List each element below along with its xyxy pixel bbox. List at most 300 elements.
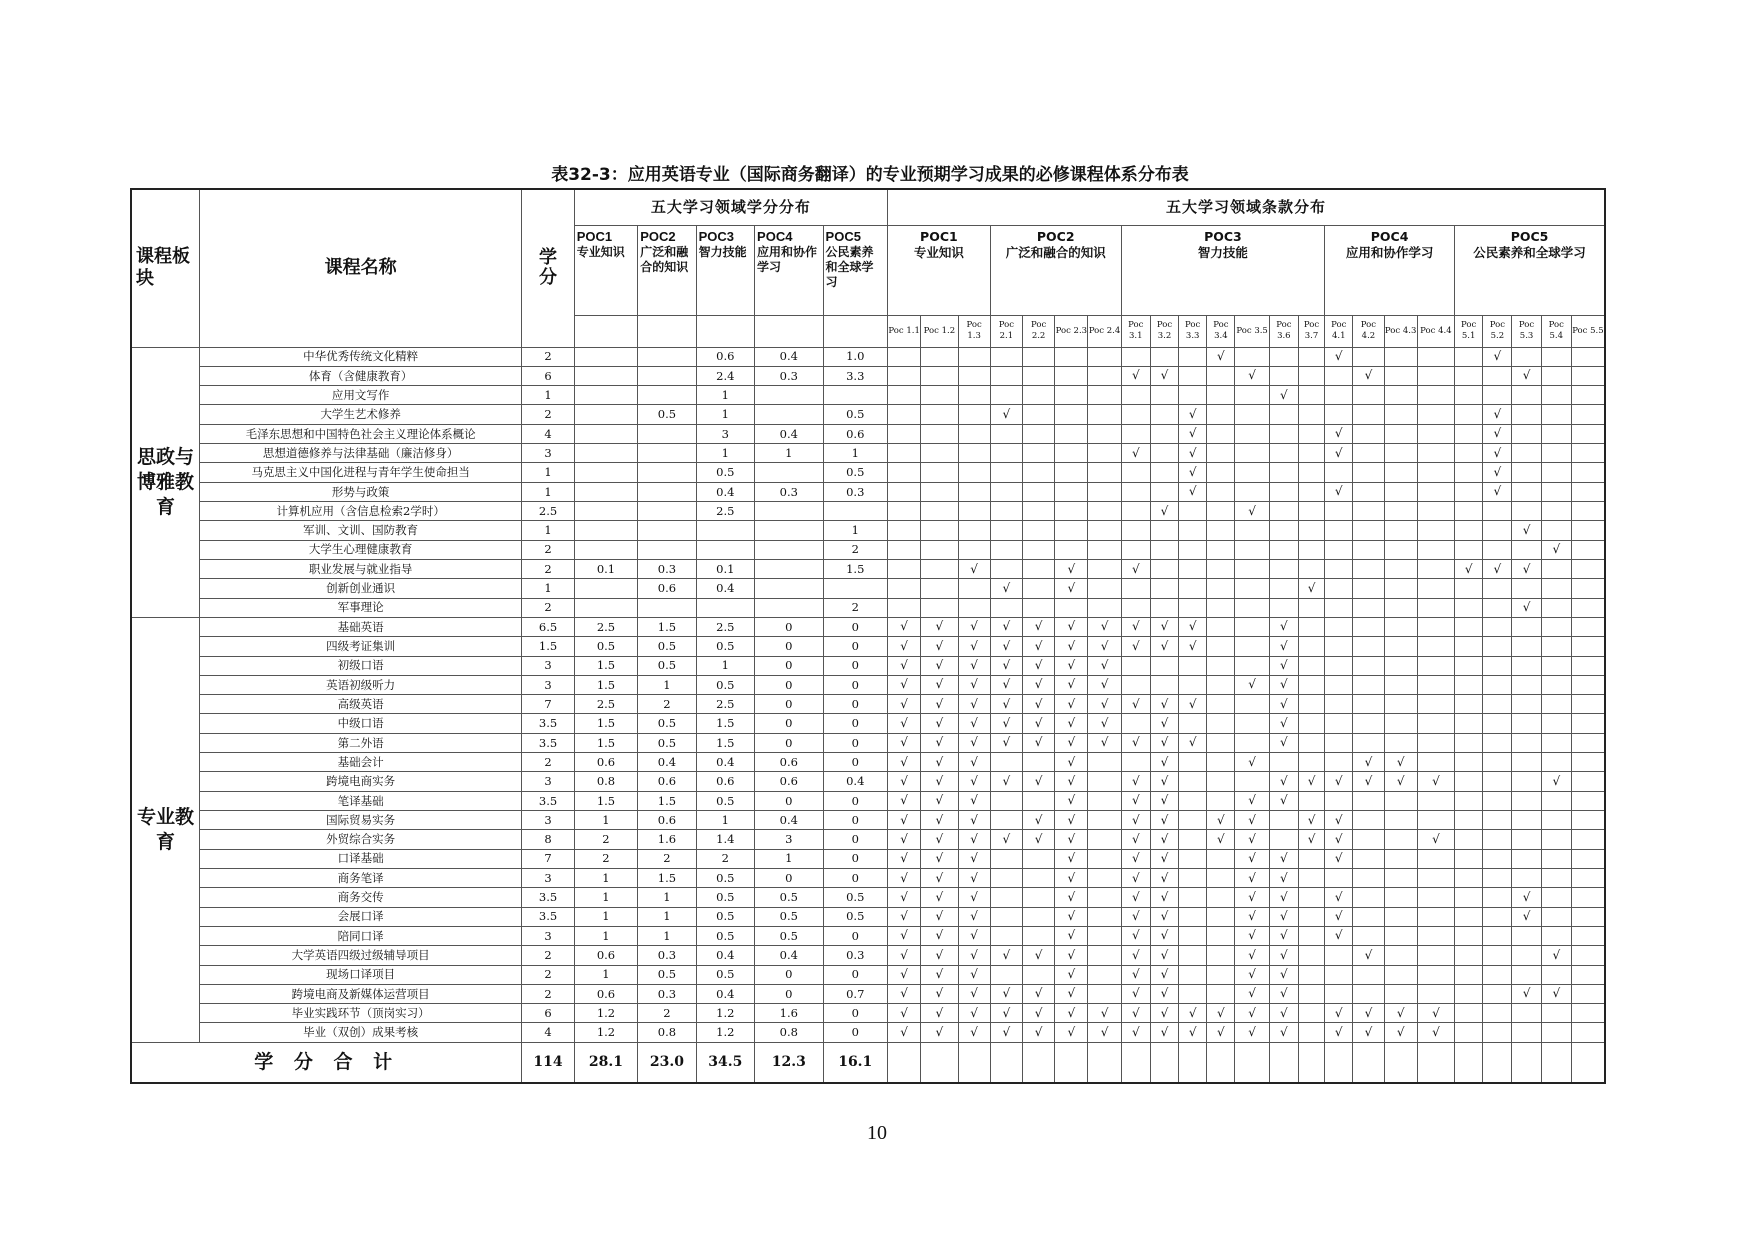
credit-dist-cell: [638, 347, 696, 366]
clause-cell-empty: [1325, 405, 1353, 424]
check-mark: √: [921, 656, 958, 675]
credit-dist-cell: 0.5: [823, 463, 887, 482]
clause-cell-empty: [1541, 444, 1571, 463]
check-mark: √: [1055, 868, 1088, 887]
clause-cell-empty: [1088, 540, 1121, 559]
course-name: 初级口语: [200, 656, 522, 675]
clause-cell-empty: [1298, 868, 1324, 887]
clause-cell-empty: [1088, 946, 1121, 965]
check-mark: √: [921, 733, 958, 752]
check-mark: √: [1121, 965, 1150, 984]
clause-cell-empty: [888, 521, 921, 540]
clause-cell-empty: [1235, 714, 1269, 733]
clause-cell-empty: [1417, 347, 1454, 366]
course-credit: 6.5: [522, 617, 574, 636]
check-mark: √: [1055, 559, 1088, 578]
clause-cell-empty: [1541, 598, 1571, 617]
clause-cell-empty: [1455, 656, 1483, 675]
check-mark: √: [1269, 965, 1298, 984]
credit-dist-cell: [638, 482, 696, 501]
credit-dist-cell: [755, 463, 824, 482]
credit-dist-cell: 1: [574, 907, 637, 926]
clause-cell-empty: [1353, 521, 1384, 540]
clause-cell-empty: [1417, 753, 1454, 772]
sub-code-header: Poc 4.3: [1384, 315, 1417, 347]
clause-cell-empty: [1417, 424, 1454, 443]
check-mark: √: [1353, 946, 1384, 965]
credit-dist-cell: 0.5: [823, 405, 887, 424]
clause-cell-empty: [1179, 830, 1207, 849]
clause-cell-empty: [1571, 868, 1605, 887]
clause-cell-empty: [1088, 579, 1121, 598]
clause-cell-empty: [921, 405, 958, 424]
credit-dist-cell: [574, 521, 637, 540]
check-mark: √: [1269, 907, 1298, 926]
clause-cell-empty: [1179, 366, 1207, 385]
credit-dist-cell: 3.3: [823, 366, 887, 385]
course-name: 笔译基础: [200, 791, 522, 810]
clause-cell-empty: [1235, 463, 1269, 482]
check-mark: √: [888, 1023, 921, 1042]
credit-dist-cell: 0: [823, 965, 887, 984]
clause-cell-empty: [1571, 675, 1605, 694]
course-name: 外贸综合实务: [200, 830, 522, 849]
credit-dist-cell: 1: [574, 888, 637, 907]
clause-cell-empty: [1512, 656, 1541, 675]
check-mark: √: [1353, 366, 1384, 385]
clause-cell-empty: [1483, 521, 1512, 540]
course-block-label: 专业教育: [131, 617, 200, 1042]
credit-dist-cell: 1.5: [823, 559, 887, 578]
course-block-label: 思政与博雅教育: [131, 347, 200, 617]
credit-dist-cell: 0.6: [755, 753, 824, 772]
check-mark: √: [921, 695, 958, 714]
clause-cell-empty: [1512, 791, 1541, 810]
clause-cell-empty: [1353, 733, 1384, 752]
check-mark: √: [1150, 772, 1178, 791]
clause-cell-empty: [1088, 830, 1121, 849]
check-mark: √: [1269, 791, 1298, 810]
clause-cell-empty: [1455, 405, 1483, 424]
credit-dist-cell: [638, 521, 696, 540]
clause-cell-empty: [1353, 868, 1384, 887]
course-name: 军事理论: [200, 598, 522, 617]
check-mark: √: [888, 946, 921, 965]
check-mark: √: [1483, 482, 1512, 501]
credit-dist-cell: 0: [823, 656, 887, 675]
credit-dist-cell: 0: [755, 617, 824, 636]
clause-cell-empty: [1571, 946, 1605, 965]
credit-dist-cell: 3: [696, 424, 754, 443]
clause-cell-empty: [958, 424, 990, 443]
poc-label: 广泛和融合的知识: [640, 244, 689, 274]
clause-cell-empty: [1541, 463, 1571, 482]
clause-cell-empty: [990, 502, 1022, 521]
check-mark: √: [1269, 868, 1298, 887]
clause-cell-empty: [1088, 598, 1121, 617]
check-mark: √: [958, 1023, 990, 1042]
clause-cell-empty: [1483, 965, 1512, 984]
check-mark: √: [1022, 695, 1054, 714]
clause-cell-empty: [1235, 444, 1269, 463]
clause-cell-empty: [1235, 386, 1269, 405]
check-mark: √: [958, 868, 990, 887]
clause-cell-empty: [1541, 424, 1571, 443]
table-title: 表32-3：应用英语专业（国际商务翻译）的专业预期学习成果的必修课程体系分布表: [551, 165, 1189, 185]
credit-dist-cell: 1: [638, 675, 696, 694]
clause-cell-empty: [1571, 849, 1605, 868]
clause-cell-empty: [1298, 463, 1324, 482]
check-mark: √: [1384, 1004, 1417, 1023]
check-mark: √: [958, 695, 990, 714]
clause-cell-empty: [1207, 444, 1235, 463]
clause-cell-empty: [1417, 617, 1454, 636]
clause-cell-empty: [1571, 405, 1605, 424]
course-name: 英语初级听力: [200, 675, 522, 694]
check-mark: √: [888, 888, 921, 907]
clause-cell-empty: [1571, 907, 1605, 926]
credit-dist-cell: 1.5: [574, 791, 637, 810]
clause-cell-empty: [1055, 366, 1088, 385]
credit-dist-cell: 0: [823, 926, 887, 945]
course-name: 基础会计: [200, 753, 522, 772]
clause-cell-empty: [1541, 482, 1571, 501]
clause-cell-empty: [1384, 617, 1417, 636]
check-mark: √: [1022, 1023, 1054, 1042]
clause-cell-empty: [1384, 598, 1417, 617]
clause-cell-empty: [1207, 907, 1235, 926]
credit-dist-cell: 2: [696, 849, 754, 868]
clause-cell-empty: [1179, 347, 1207, 366]
credit-dist-cell: 2: [638, 695, 696, 714]
check-mark: √: [888, 714, 921, 733]
clause-cell-empty: [1353, 598, 1384, 617]
check-mark: √: [1384, 772, 1417, 791]
clause-cell-empty: [1269, 521, 1298, 540]
clause-cell-empty: [1207, 926, 1235, 945]
clause-cell-empty: [1325, 463, 1353, 482]
course-name: 大学生心理健康教育: [200, 540, 522, 559]
check-mark: √: [1055, 888, 1088, 907]
clause-cell-empty: [1417, 811, 1454, 830]
check-mark: √: [958, 965, 990, 984]
credit-dist-cell: 0: [755, 714, 824, 733]
clause-cell-empty: [1121, 502, 1150, 521]
clause-cell-empty: [1121, 463, 1150, 482]
clause-cell-empty: [1088, 424, 1121, 443]
course-credit: 2: [522, 540, 574, 559]
clause-cell-empty: [990, 347, 1022, 366]
table-row: [131, 888, 1605, 907]
check-mark: √: [1483, 424, 1512, 443]
clause-cell-empty: [1571, 656, 1605, 675]
clause-cell-empty: [1298, 637, 1324, 656]
clause-cell-empty: [1483, 386, 1512, 405]
clause-cell-empty: [1353, 405, 1384, 424]
check-mark: √: [1325, 888, 1353, 907]
credit-dist-cell: 0.5: [696, 868, 754, 887]
clause-cell-empty: [958, 521, 990, 540]
clause-cell-empty: [1325, 675, 1353, 694]
clause-cell-empty: [1325, 521, 1353, 540]
clause-cell-empty: [921, 482, 958, 501]
sub-code-header: Poc 5.1: [1455, 315, 1483, 347]
poc-label: 公民素养和全球学习: [825, 244, 874, 289]
clause-cell-empty: [1512, 617, 1541, 636]
course-credit: 3.5: [522, 714, 574, 733]
check-mark: √: [888, 753, 921, 772]
course-credit: 4: [522, 424, 574, 443]
clause-cell-empty: [1384, 424, 1417, 443]
check-mark: √: [921, 811, 958, 830]
poc-code: POC1: [576, 228, 613, 244]
course-name: 思想道德修养与法律基础（廉洁修身）: [200, 444, 522, 463]
table-row: [131, 617, 1605, 636]
clause-cell-empty: [1088, 965, 1121, 984]
clause-cell-empty: [958, 444, 990, 463]
check-mark: √: [1055, 926, 1088, 945]
check-mark: √: [1022, 1004, 1054, 1023]
check-mark: √: [921, 1023, 958, 1042]
clause-cell-empty: [1022, 598, 1054, 617]
credit-dist-cell: 2.5: [574, 695, 637, 714]
clause-cell-empty: [1121, 482, 1150, 501]
clause-cell-empty: [1483, 791, 1512, 810]
clause-cell-empty: [1417, 695, 1454, 714]
clause-cell-empty: [1088, 386, 1121, 405]
clause-cell-empty: [1207, 984, 1235, 1003]
clause-cell-empty: [1235, 656, 1269, 675]
clause-cell-empty: [1235, 521, 1269, 540]
check-mark: √: [1088, 675, 1121, 694]
table-row: [131, 424, 1605, 443]
clause-cell-empty: [1384, 868, 1417, 887]
clause-cell-empty: [1483, 1004, 1512, 1023]
credit-dist-cell: 1: [574, 868, 637, 887]
clause-cell-empty: [1483, 811, 1512, 830]
clause-cell-empty: [1483, 830, 1512, 849]
check-mark: √: [1298, 830, 1324, 849]
clause-cell-empty: [1483, 656, 1512, 675]
check-mark: √: [1055, 714, 1088, 733]
credit-dist-cell: 0.3: [638, 559, 696, 578]
check-mark: √: [1179, 695, 1207, 714]
clause-cell-empty: [1325, 386, 1353, 405]
check-mark: √: [990, 656, 1022, 675]
clause-cell-empty: [1207, 463, 1235, 482]
clause-cell-empty: [1571, 579, 1605, 598]
totals-clause-empty: [958, 1042, 990, 1083]
check-mark: √: [1121, 849, 1150, 868]
clause-cell-empty: [1541, 714, 1571, 733]
clause-cell-empty: [1541, 849, 1571, 868]
table-row: [131, 907, 1605, 926]
credit-dist-cell: 0.6: [755, 772, 824, 791]
check-mark: √: [1541, 946, 1571, 965]
clause-cell-empty: [1571, 753, 1605, 772]
clause-cell-empty: [1179, 714, 1207, 733]
clause-cell-empty: [921, 386, 958, 405]
clause-cell-empty: [1179, 791, 1207, 810]
clause-cell-empty: [1298, 965, 1324, 984]
credit-dist-cell: [638, 502, 696, 521]
poc-code: POC3: [1204, 228, 1242, 244]
clause-cell-empty: [1384, 347, 1417, 366]
table-row: [131, 791, 1605, 810]
clause-cell-empty: [990, 559, 1022, 578]
clause-cell-empty: [1179, 984, 1207, 1003]
sub-code-header: Poc 3.4: [1207, 315, 1235, 347]
check-mark: √: [1353, 1023, 1384, 1042]
totals-clause-empty: [1353, 1042, 1384, 1083]
clause-cell-empty: [1512, 926, 1541, 945]
credit-dist-cell: [574, 386, 637, 405]
check-mark: √: [1150, 695, 1178, 714]
check-mark: √: [1269, 1023, 1298, 1042]
credit-dist-cell: 2: [638, 1004, 696, 1023]
course-name: 毕业实践环节（顶岗实习）: [200, 1004, 522, 1023]
check-mark: √: [1512, 984, 1541, 1003]
check-mark: √: [1235, 1023, 1269, 1042]
credit-dist-cell: [574, 366, 637, 385]
check-mark: √: [888, 849, 921, 868]
clause-cell-empty: [990, 540, 1022, 559]
check-mark: √: [1121, 695, 1150, 714]
clause-cell-empty: [1384, 579, 1417, 598]
poc-code: POC1: [920, 228, 958, 244]
clause-cell-empty: [990, 598, 1022, 617]
credit-dist-cell: 0.4: [696, 946, 754, 965]
table-row: [131, 444, 1605, 463]
clause-poc-header-5: [1455, 225, 1605, 315]
check-mark: √: [921, 830, 958, 849]
credit-dist-cell: 0.5: [696, 965, 754, 984]
check-mark: √: [1121, 559, 1150, 578]
clause-cell-empty: [1207, 424, 1235, 443]
totals-dist-cell: 34.5: [696, 1042, 754, 1083]
clause-cell-empty: [1455, 1004, 1483, 1023]
clause-cell-empty: [1541, 830, 1571, 849]
credit-dist-cell: 0.4: [823, 772, 887, 791]
clause-cell-empty: [1269, 424, 1298, 443]
check-mark: √: [888, 791, 921, 810]
sub-code-header: Poc 1.1: [888, 315, 921, 347]
clause-cell-empty: [1455, 502, 1483, 521]
check-mark: √: [1325, 926, 1353, 945]
check-mark: √: [1483, 444, 1512, 463]
clause-cell-empty: [1298, 791, 1324, 810]
clause-cell-empty: [888, 559, 921, 578]
course-credit: 3.5: [522, 907, 574, 926]
credit-dist-cell: 0.5: [696, 926, 754, 945]
clause-cell-empty: [1512, 502, 1541, 521]
clause-cell-empty: [1269, 347, 1298, 366]
clause-cell-empty: [1150, 444, 1178, 463]
check-mark: √: [1022, 946, 1054, 965]
check-mark: √: [1121, 811, 1150, 830]
clause-cell-empty: [990, 965, 1022, 984]
clause-cell-empty: [1455, 714, 1483, 733]
clause-cell-empty: [1541, 521, 1571, 540]
credit-dist-cell: 0.4: [696, 579, 754, 598]
credit-dist-cell: 0: [823, 849, 887, 868]
credit-dist-cell: 0: [823, 714, 887, 733]
curriculum-distribution-table: [130, 188, 1606, 1084]
check-mark: √: [1541, 540, 1571, 559]
credit-dist-cell: [574, 598, 637, 617]
check-mark: √: [990, 714, 1022, 733]
clause-cell-empty: [1088, 753, 1121, 772]
check-mark: √: [921, 675, 958, 694]
clause-cell-empty: [1455, 888, 1483, 907]
clause-cell-empty: [1541, 868, 1571, 887]
clause-cell-empty: [1384, 405, 1417, 424]
clause-cell-empty: [1121, 521, 1150, 540]
check-mark: √: [1121, 617, 1150, 636]
table-row: [131, 559, 1605, 578]
clause-cell-empty: [1207, 405, 1235, 424]
clause-cell-empty: [1150, 463, 1178, 482]
check-mark: √: [921, 637, 958, 656]
clause-cell-empty: [1512, 637, 1541, 656]
poc-label: 智力技能: [1197, 245, 1248, 261]
credit-dist-cell: 0.5: [638, 637, 696, 656]
clause-cell-empty: [1022, 463, 1054, 482]
clause-cell-empty: [921, 366, 958, 385]
clause-poc-header-3: [1121, 225, 1324, 315]
course-credit: 2: [522, 753, 574, 772]
clause-cell-empty: [1512, 753, 1541, 772]
clause-cell-empty: [1207, 849, 1235, 868]
credit-sub-empty: [755, 315, 824, 347]
clause-cell-empty: [1298, 849, 1324, 868]
clause-cell-empty: [1353, 907, 1384, 926]
credit-dist-cell: 0.5: [638, 965, 696, 984]
clause-cell-empty: [1483, 598, 1512, 617]
check-mark: √: [1088, 656, 1121, 675]
course-name: 毕业（双创）成果考核: [200, 1023, 522, 1042]
clause-cell-empty: [1179, 888, 1207, 907]
clause-cell-empty: [1150, 482, 1178, 501]
clause-cell-empty: [1055, 598, 1088, 617]
table-row: [131, 695, 1605, 714]
clause-cell-empty: [1512, 868, 1541, 887]
table-row: [131, 347, 1605, 366]
clause-cell-empty: [1022, 386, 1054, 405]
course-name: 第二外语: [200, 733, 522, 752]
clause-cell-empty: [1269, 502, 1298, 521]
check-mark: √: [990, 617, 1022, 636]
credit-dist-cell: 0.1: [696, 559, 754, 578]
clause-cell-empty: [1455, 482, 1483, 501]
check-mark: √: [1269, 637, 1298, 656]
clause-cell-empty: [1298, 733, 1324, 752]
check-mark: √: [1235, 1004, 1269, 1023]
check-mark: √: [1325, 444, 1353, 463]
credit-dist-cell: 0: [823, 811, 887, 830]
credit-dist-cell: 0: [823, 830, 887, 849]
totals-row: [131, 1042, 1605, 1083]
credit-dist-cell: 1.2: [574, 1004, 637, 1023]
clause-cell-empty: [1455, 849, 1483, 868]
clause-cell-empty: [1384, 637, 1417, 656]
credit-dist-cell: [696, 598, 754, 617]
check-mark: √: [1150, 984, 1178, 1003]
clause-cell-empty: [1207, 868, 1235, 887]
clause-cell-empty: [888, 386, 921, 405]
clause-cell-empty: [1207, 675, 1235, 694]
clause-cell-empty: [1179, 559, 1207, 578]
